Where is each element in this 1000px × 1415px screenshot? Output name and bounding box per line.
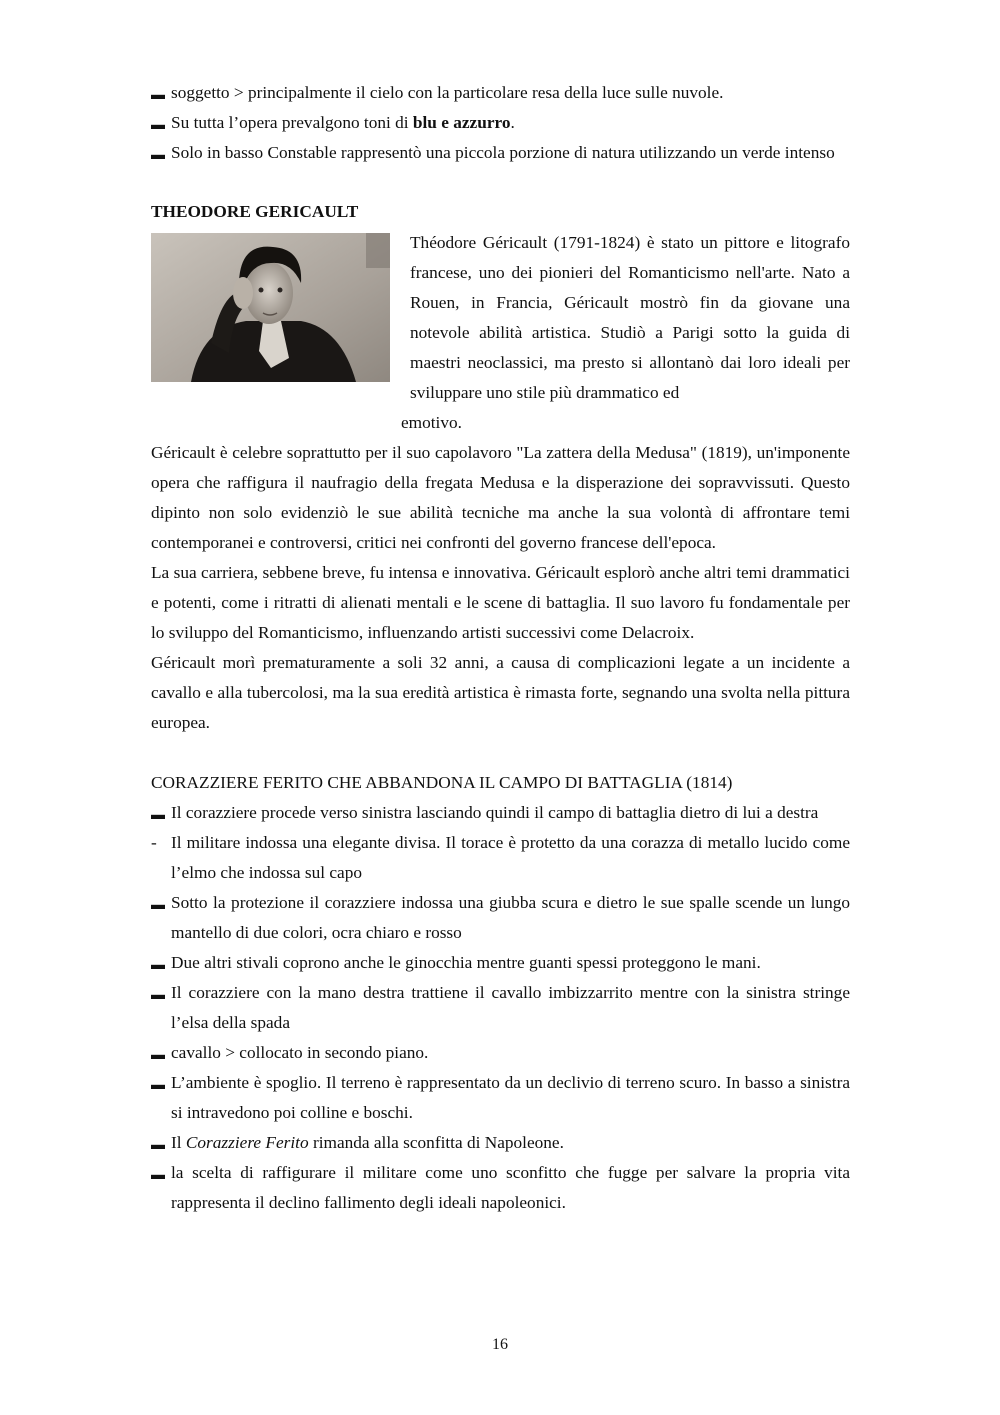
page-number: 16: [492, 1336, 508, 1353]
paragraph: Géricault morì prematuramente a soli 32 anni, a causa di complicazioni legate a un incidente a cavallo e alla tubercolosi, ma la sua eredità artistica è rimasta forte, segnando una svolta nella pittura europea.: [151, 653, 850, 732]
document-page: [151, 78, 850, 1218]
intro-paragraph: Théodore Géricault (1791-1824) è stato un pittore e litografo francese, uno dei pionieri del Romanticismo nell'arte. Nato a Rouen, in Francia, Géricault mostrò fin da giovane una notevole abilità artistica. Studiò a Parigi sotto la guida di maestri neoclassici, ma presto si allontanò dai loro ideali per sviluppare uno stile più drammatico ed: [410, 233, 850, 402]
intro-block: [151, 228, 850, 438]
list-item: ▬ Il Corazziere Ferito rimanda alla sconfitta di Napoleone.: [151, 1133, 564, 1153]
subheading: CORAZZIERE FERITO CHE ABBANDONA IL CAMPO DI BATTAGLIA (1814): [151, 773, 733, 792]
paragraph: Géricault è celebre soprattutto per il suo capolavoro "La zattera della Medusa" (1819), un'imponente opera che raffigura il naufragio della fregata Medusa e la disperazione dei sopravvissuti. Questo dipinto non solo evidenziò le sue abilità tecniche ma anche la sua volontà di affrontare temi contemporanei e controversi, critici nei confronti del governo francese dell'epoca.: [151, 443, 850, 552]
section-title: THEODORE GERICAULT: [151, 202, 359, 221]
list-item: ▬ Su tutta l’opera prevalgono toni di blu e azzurro.: [151, 113, 515, 133]
portrait-image: [151, 233, 390, 382]
list-item: ▬ Sotto la protezione il corazziere indossa una giubba scura e dietro le sue spalle scende un lungo mantello di due colori, ocra chiaro e rosso: [151, 893, 850, 942]
list-item: ▬ Due altri stivali coprono anche le ginocchia mentre guanti spessi proteggono le mani.: [151, 953, 761, 973]
paragraph: La sua carriera, sebbene breve, fu intensa e innovativa. Géricault esplorò anche altri temi drammatici e potenti, come i ritratti di alienati mentali e le scene di battaglia. Il suo lavoro fu fondamentale per lo sviluppo del Romanticismo, influenzando artisti successivi come Delacroix.: [151, 563, 850, 642]
list-item: ▬ Solo in basso Constable rappresentò una piccola porzione di natura utilizzando un verde intenso: [151, 143, 835, 163]
list-item: ▬ L’ambiente è spoglio. Il terreno è rappresentato da un declivio di terreno scuro. In basso a sinistra si intravedono poi colline e boschi.: [151, 1073, 850, 1122]
list-item: - Il militare indossa una elegante divisa. Il torace è protetto da una corazza di metallo lucido come l’elmo che indossa sul capo: [151, 833, 850, 882]
list-item: ▬ soggetto > principalmente il cielo con la particolare resa della luce sulle nuvole.: [151, 83, 724, 103]
list-item: ▬ Il corazziere procede verso sinistra lasciando quindi il campo di battaglia dietro di lui a destra: [151, 803, 819, 823]
list-item: ▬ cavallo > collocato in secondo piano.: [151, 1043, 429, 1063]
list-item: ▬ la scelta di raffigurare il militare come uno sconfitto che fugge per salvare la propria vita rappresenta il declino fallimento degli ideali napoleonici.: [151, 1163, 850, 1212]
intro-paragraph-end: emotivo.: [401, 413, 462, 432]
list-item: ▬ Il corazziere con la mano destra trattiene il cavallo imbizzarrito mentre con la sinistra stringe l’elsa della spada: [151, 983, 850, 1032]
